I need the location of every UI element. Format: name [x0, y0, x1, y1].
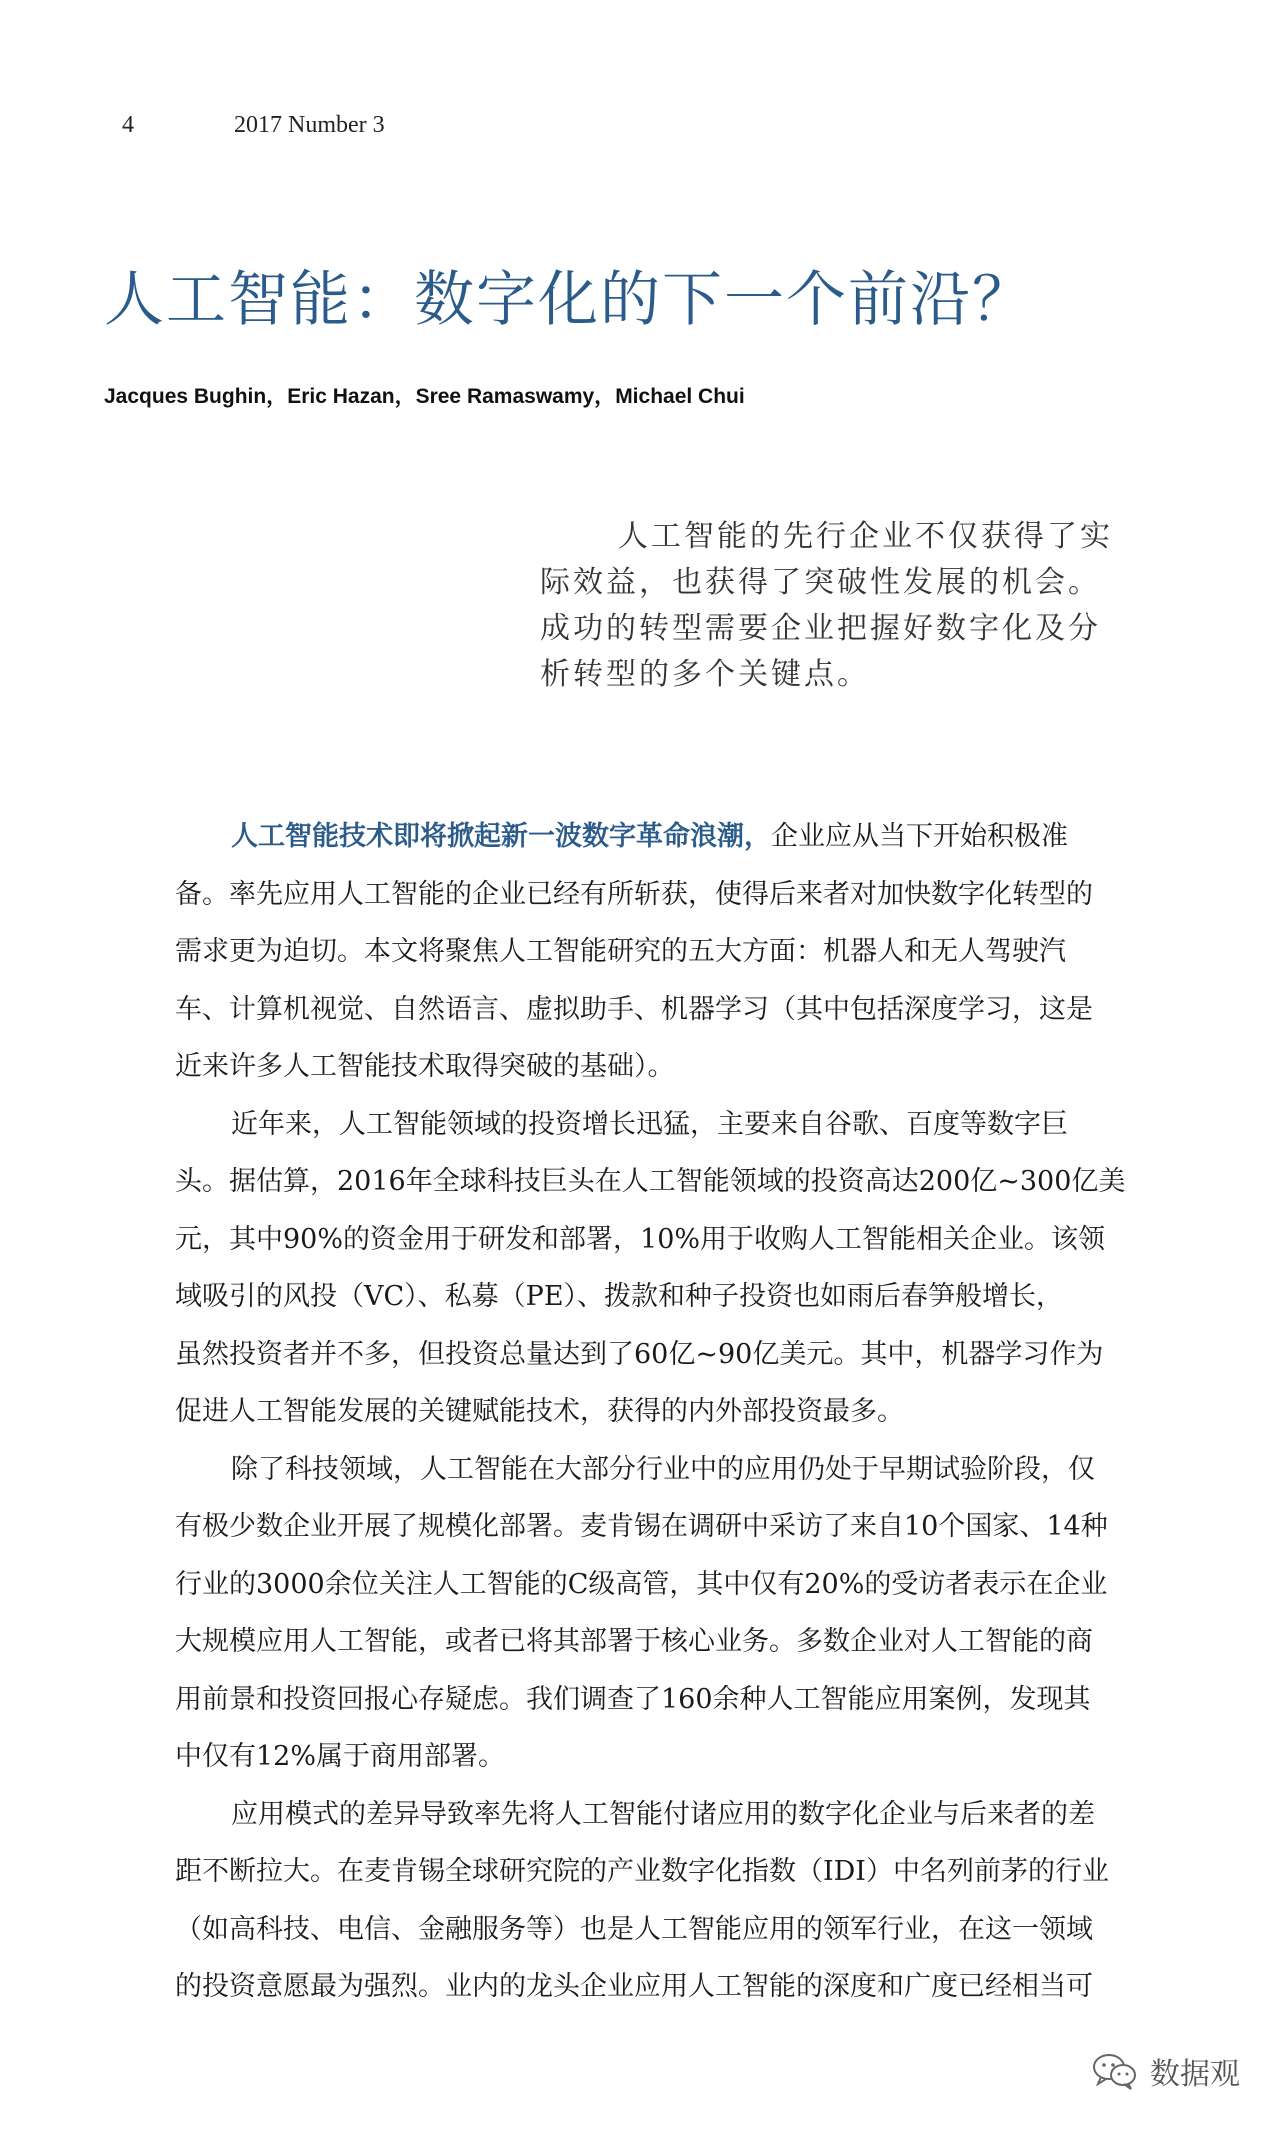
body-line: 有极少数企业开展了规模化部署。麦肯锡在调研中采访了来自10个国家、14种 — [175, 1511, 1108, 1542]
body-line — [175, 808, 1125, 866]
abstract-line: 人工智能的先行企业不仅获得了实 — [618, 519, 1113, 554]
body-line: 的投资意愿最为强烈。业内的龙头企业应用人工智能的深度和广度已经相当可 — [175, 1971, 1093, 2002]
body-line-text: 企业应从当下开始积极准 — [771, 821, 1068, 852]
paragraph-3 — [175, 1441, 1125, 1786]
abstract-line: 析转型的多个关键点。 — [540, 657, 870, 692]
body-line: 近年来，人工智能领域的投资增长迅猛，主要来自谷歌、百度等数字巨 — [231, 1108, 1068, 1140]
watermark — [1092, 2049, 1240, 2093]
body-line: 域吸引的风投（VC）、私募（PE）、拨款和种子投资也如雨后春笋般增长， — [175, 1281, 1064, 1312]
watermark-label: 数据观 — [1150, 2057, 1240, 2092]
body-line: 行业的3000余位关注人工智能的C级高管，其中仅有20%的受访者表示在企业 — [175, 1568, 1108, 1600]
body-line: 头。据估算，2016年全球科技巨头在人工智能领域的投资高达200亿~300亿美 — [175, 1166, 1126, 1197]
body-line: 需求更为迫切。本文将聚焦人工智能研究的五大方面：机器人和无人驾驶汽 — [175, 936, 1066, 967]
paragraph-4 — [175, 1786, 1125, 2016]
article-title: 人工智能：数字化的下一个前沿？ — [104, 265, 1034, 335]
body-line: 备。率先应用人工智能的企业已经有所斩获，使得后来者对加快数字化转型的 — [175, 878, 1093, 910]
article-authors: Jacques Bughin，Eric Hazan，Sree Ramaswamy，Michael Chui — [104, 385, 745, 408]
body-line: 车、计算机视觉、自然语言、虚拟助手、机器学习（其中包括深度学习，这是 — [175, 993, 1093, 1025]
body-line: 距不断拉大。在麦肯锡全球研究院的产业数字化指数（IDI）中名列前茅的行业 — [175, 1856, 1109, 1887]
article-abstract — [540, 514, 1120, 698]
lead-sentence: 人工智能技术即将掀起新一波数字革命浪潮， — [231, 821, 771, 852]
issue-label: 2017 Number 3 — [234, 112, 385, 138]
body-line: 应用模式的差异导致率先将人工智能付诸应用的数字化企业与后来者的差 — [231, 1798, 1095, 1830]
body-line: 元，其中90%的资金用于研发和部署，10%用于收购人工智能相关企业。该领 — [175, 1223, 1106, 1255]
paragraph-1 — [175, 808, 1125, 1096]
paragraph-2 — [175, 1096, 1125, 1441]
body-line: 大规模应用人工智能，或者已将其部署于核心业务。多数企业对人工智能的商 — [175, 1626, 1093, 1657]
article-body — [175, 808, 1125, 2016]
body-line: 近来许多人工智能技术取得突破的基础）。 — [175, 1051, 675, 1082]
body-line: 用前景和投资回报心存疑虑。我们调查了160余种人工智能应用案例，发现其 — [175, 1683, 1091, 1715]
body-line: 虽然投资者并不多，但投资总量达到了60亿~90亿美元。其中，机器学习作为 — [175, 1338, 1104, 1370]
wechat-icon — [1092, 2051, 1138, 2091]
body-line: 中仅有12%属于商用部署。 — [175, 1741, 506, 1772]
abstract-line: 际效益，也获得了突破性发展的机会。 — [540, 565, 1101, 600]
body-line: 促进人工智能发展的关键赋能技术，获得的内外部投资最多。 — [175, 1396, 904, 1427]
body-line: 除了科技领域，人工智能在大部分行业中的应用仍处于早期试验阶段，仅 — [231, 1453, 1095, 1485]
page-number: 4 — [122, 112, 134, 138]
abstract-line: 成功的转型需要企业把握好数字化及分 — [540, 611, 1101, 646]
body-line: （如高科技、电信、金融服务等）也是人工智能应用的领军行业，在这一领域 — [175, 1913, 1093, 1945]
